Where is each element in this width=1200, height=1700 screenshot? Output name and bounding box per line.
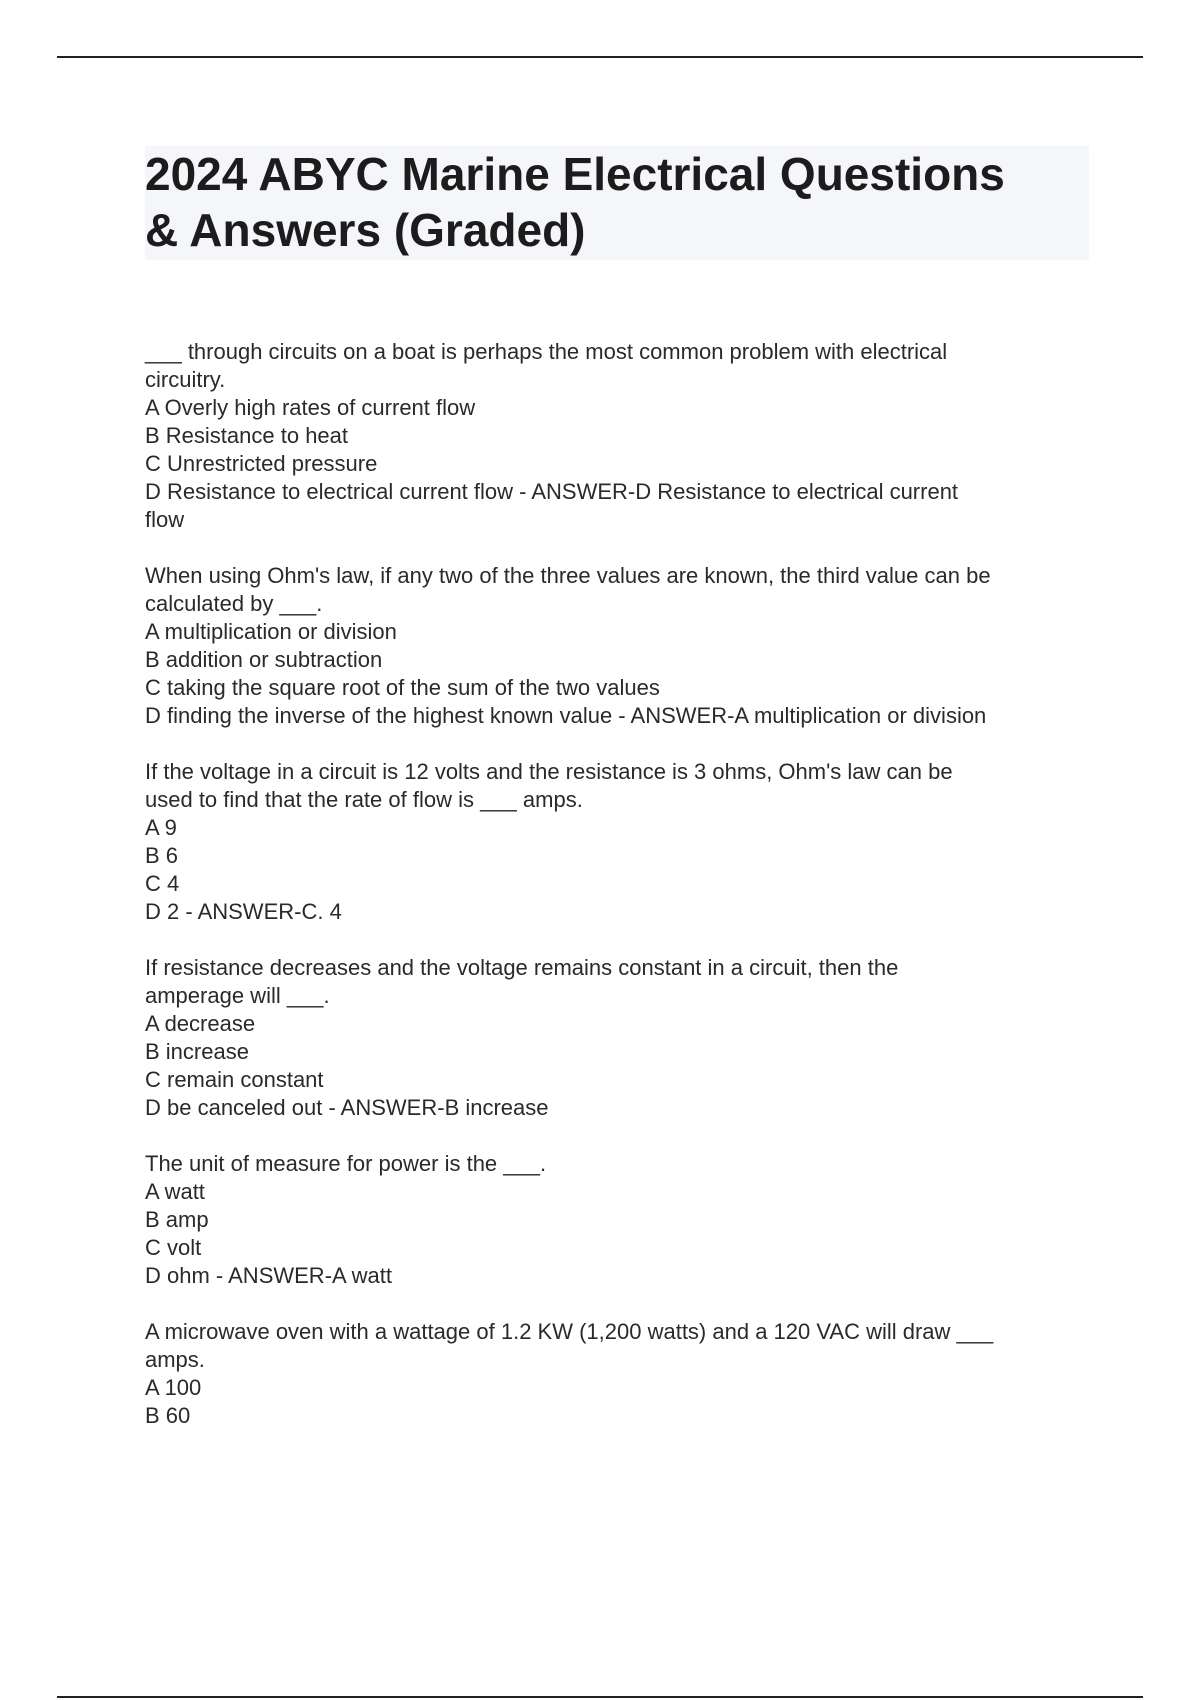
answer-option: A 100 [145, 1375, 202, 1400]
question-stem-line: A microwave oven with a wattage of 1.2 KW (1,200 watts) and a 120 VAC will draw ___ [145, 1319, 994, 1344]
answer-option: A watt [145, 1179, 205, 1204]
question-stem-line: If the voltage in a circuit is 12 volts and the resistance is 3 ohms, Ohm's law can be [145, 759, 953, 784]
answer-option: D finding the inverse of the highest known value - ANSWER-A multiplication or division [145, 703, 987, 728]
answer-option: B amp [145, 1207, 209, 1232]
answer-option: D be canceled out - ANSWER-B increase [145, 1095, 549, 1120]
answer-option: D 2 - ANSWER-C. 4 [145, 899, 342, 924]
answer-option: A multiplication or division [145, 619, 397, 644]
top-rule [57, 56, 1143, 58]
answer-option: D Resistance to electrical current flow - ANSWER-D Resistance to electrical current [145, 479, 959, 504]
answer-option: A Overly high rates of current flow [145, 395, 476, 420]
bottom-rule [57, 1696, 1143, 1698]
question-stem-line: used to find that the rate of flow is ___ amps. [145, 787, 583, 812]
answer-option: B 6 [145, 843, 179, 868]
question-2 [145, 562, 1089, 730]
page-title [145, 146, 1089, 258]
answer-option: B addition or subtraction [145, 647, 383, 672]
answer-option: B 60 [145, 1403, 191, 1428]
question-stem-line: circuitry. [145, 367, 226, 392]
question-6 [145, 1318, 1089, 1430]
answer-option: C volt [145, 1235, 202, 1260]
answer-option: A decrease [145, 1011, 256, 1036]
answer-option: D ohm - ANSWER-A watt [145, 1263, 392, 1288]
answer-option: C taking the square root of the sum of the two values [145, 675, 660, 700]
answer-option: C remain constant [145, 1067, 324, 1092]
question-stem-line: ___ through circuits on a boat is perhaps the most common problem with electrical [145, 339, 948, 364]
question-stem-line: amperage will ___. [145, 983, 330, 1008]
question-5 [145, 1150, 1089, 1290]
title-line-1: 2024 ABYC Marine Electrical Questions [145, 148, 1005, 200]
question-1 [145, 338, 1089, 534]
question-stem-line: If resistance decreases and the voltage remains constant in a circuit, then the [145, 955, 899, 980]
question-3 [145, 758, 1089, 926]
question-stem-line: calculated by ___. [145, 591, 323, 616]
question-4 [145, 954, 1089, 1122]
answer-option: C 4 [145, 871, 180, 896]
answer-option: B Resistance to heat [145, 423, 349, 448]
answer-option: flow [145, 507, 185, 532]
answer-option: A 9 [145, 815, 177, 840]
question-stem-line: amps. [145, 1347, 205, 1372]
title-line-2: & Answers (Graded) [145, 204, 586, 256]
question-list [145, 338, 1089, 1458]
title-block [145, 146, 1089, 260]
question-stem-line: When using Ohm's law, if any two of the three values are known, the third value can be [145, 563, 991, 588]
answer-option: C Unrestricted pressure [145, 451, 378, 476]
question-stem-line: The unit of measure for power is the ___. [145, 1151, 547, 1176]
answer-option: B increase [145, 1039, 249, 1064]
